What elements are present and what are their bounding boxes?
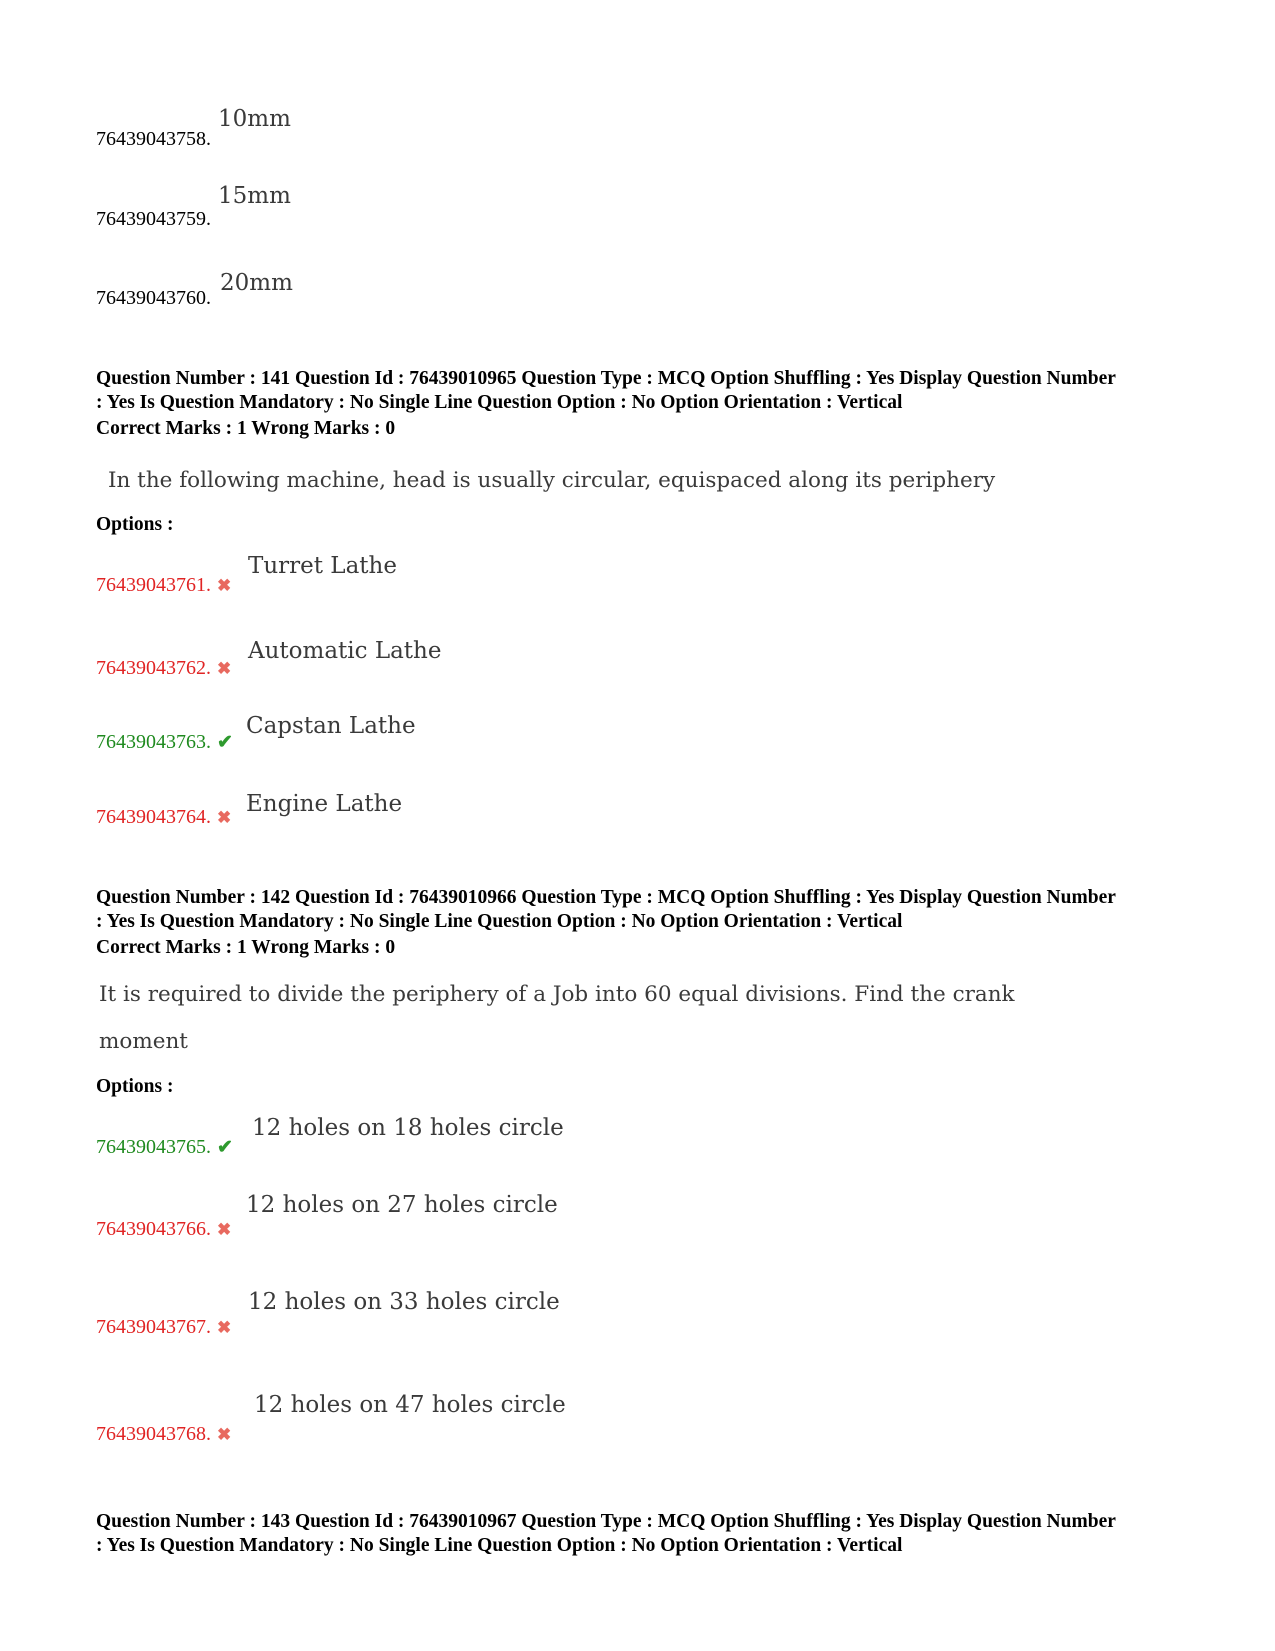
option-text: Automatic Lathe [248, 638, 442, 664]
check-icon: ✔ [217, 1137, 233, 1158]
option-row [96, 1316, 231, 1339]
question-meta [96, 367, 1196, 441]
option-text: 20mm [220, 270, 293, 296]
option-id: 76439043766. [96, 1218, 211, 1240]
option-id: 76439043763. [96, 731, 211, 753]
option-id: 76439043767. [96, 1316, 211, 1338]
option-id: 76439043764. [96, 806, 211, 828]
question-meta-line: : Yes Is Question Mandatory : No Single Line Question Option : No Option Orientation : Vertical [96, 392, 903, 413]
option-id: 76439043758. [96, 128, 211, 150]
question-meta-line: : Yes Is Question Mandatory : No Single Line Question Option : No Option Orientation : Vertical [96, 1535, 903, 1556]
option-text: 10mm [218, 106, 291, 132]
option-id: 76439043760. [96, 287, 211, 309]
option-text: Turret Lathe [248, 553, 397, 579]
cross-icon: ✖ [217, 1425, 232, 1444]
question-meta [96, 1510, 1196, 1558]
option-id: 76439043762. [96, 657, 211, 679]
option-row [96, 574, 231, 597]
cross-icon: ✖ [217, 659, 232, 678]
options-label: Options : [96, 1076, 174, 1097]
question-text: In the following machine, head is usually circular, equispaced along its periphery [108, 468, 996, 493]
option-id: 76439043759. [96, 208, 211, 230]
option-id: 76439043768. [96, 1423, 211, 1445]
question-meta [96, 886, 1196, 960]
question-meta-line: Question Number : 141 Question Id : 76439010965 Question Type : MCQ Option Shuffling : Yes Display Question Number [96, 368, 1116, 389]
question-text: It is required to divide the periphery of a Job into 60 equal divisions. Find the crank [99, 982, 1015, 1007]
option-text: 12 holes on 27 holes circle [246, 1192, 558, 1218]
question-meta-line: Question Number : 143 Question Id : 76439010967 Question Type : MCQ Option Shuffling : Yes Display Question Number [96, 1511, 1116, 1532]
question-marks: Correct Marks : 1 Wrong Marks : 0 [96, 937, 396, 958]
question-meta-line: Question Number : 142 Question Id : 76439010966 Question Type : MCQ Option Shuffling : Yes Display Question Number [96, 887, 1116, 908]
cross-icon: ✖ [217, 1220, 232, 1239]
options-label: Options : [96, 514, 174, 535]
option-text: 12 holes on 33 holes circle [248, 1289, 560, 1315]
option-text: 12 holes on 47 holes circle [254, 1392, 566, 1418]
option-text: Capstan Lathe [246, 713, 416, 739]
option-id: 76439043761. [96, 574, 211, 596]
option-text: Engine Lathe [246, 791, 403, 817]
question-text: moment [99, 1029, 188, 1054]
option-row [96, 731, 233, 754]
option-row [96, 657, 231, 680]
option-text: 12 holes on 18 holes circle [252, 1115, 564, 1141]
question-marks: Correct Marks : 1 Wrong Marks : 0 [96, 418, 396, 439]
option-row [96, 806, 231, 829]
option-row [96, 1423, 231, 1446]
cross-icon: ✖ [217, 576, 232, 595]
option-row [96, 1218, 231, 1241]
cross-icon: ✖ [217, 808, 232, 827]
option-id: 76439043765. [96, 1136, 211, 1158]
cross-icon: ✖ [217, 1318, 232, 1337]
question-meta-line: : Yes Is Question Mandatory : No Single Line Question Option : No Option Orientation : Vertical [96, 911, 903, 932]
option-row [96, 1136, 233, 1159]
check-icon: ✔ [217, 732, 233, 753]
option-text: 15mm [218, 183, 291, 209]
